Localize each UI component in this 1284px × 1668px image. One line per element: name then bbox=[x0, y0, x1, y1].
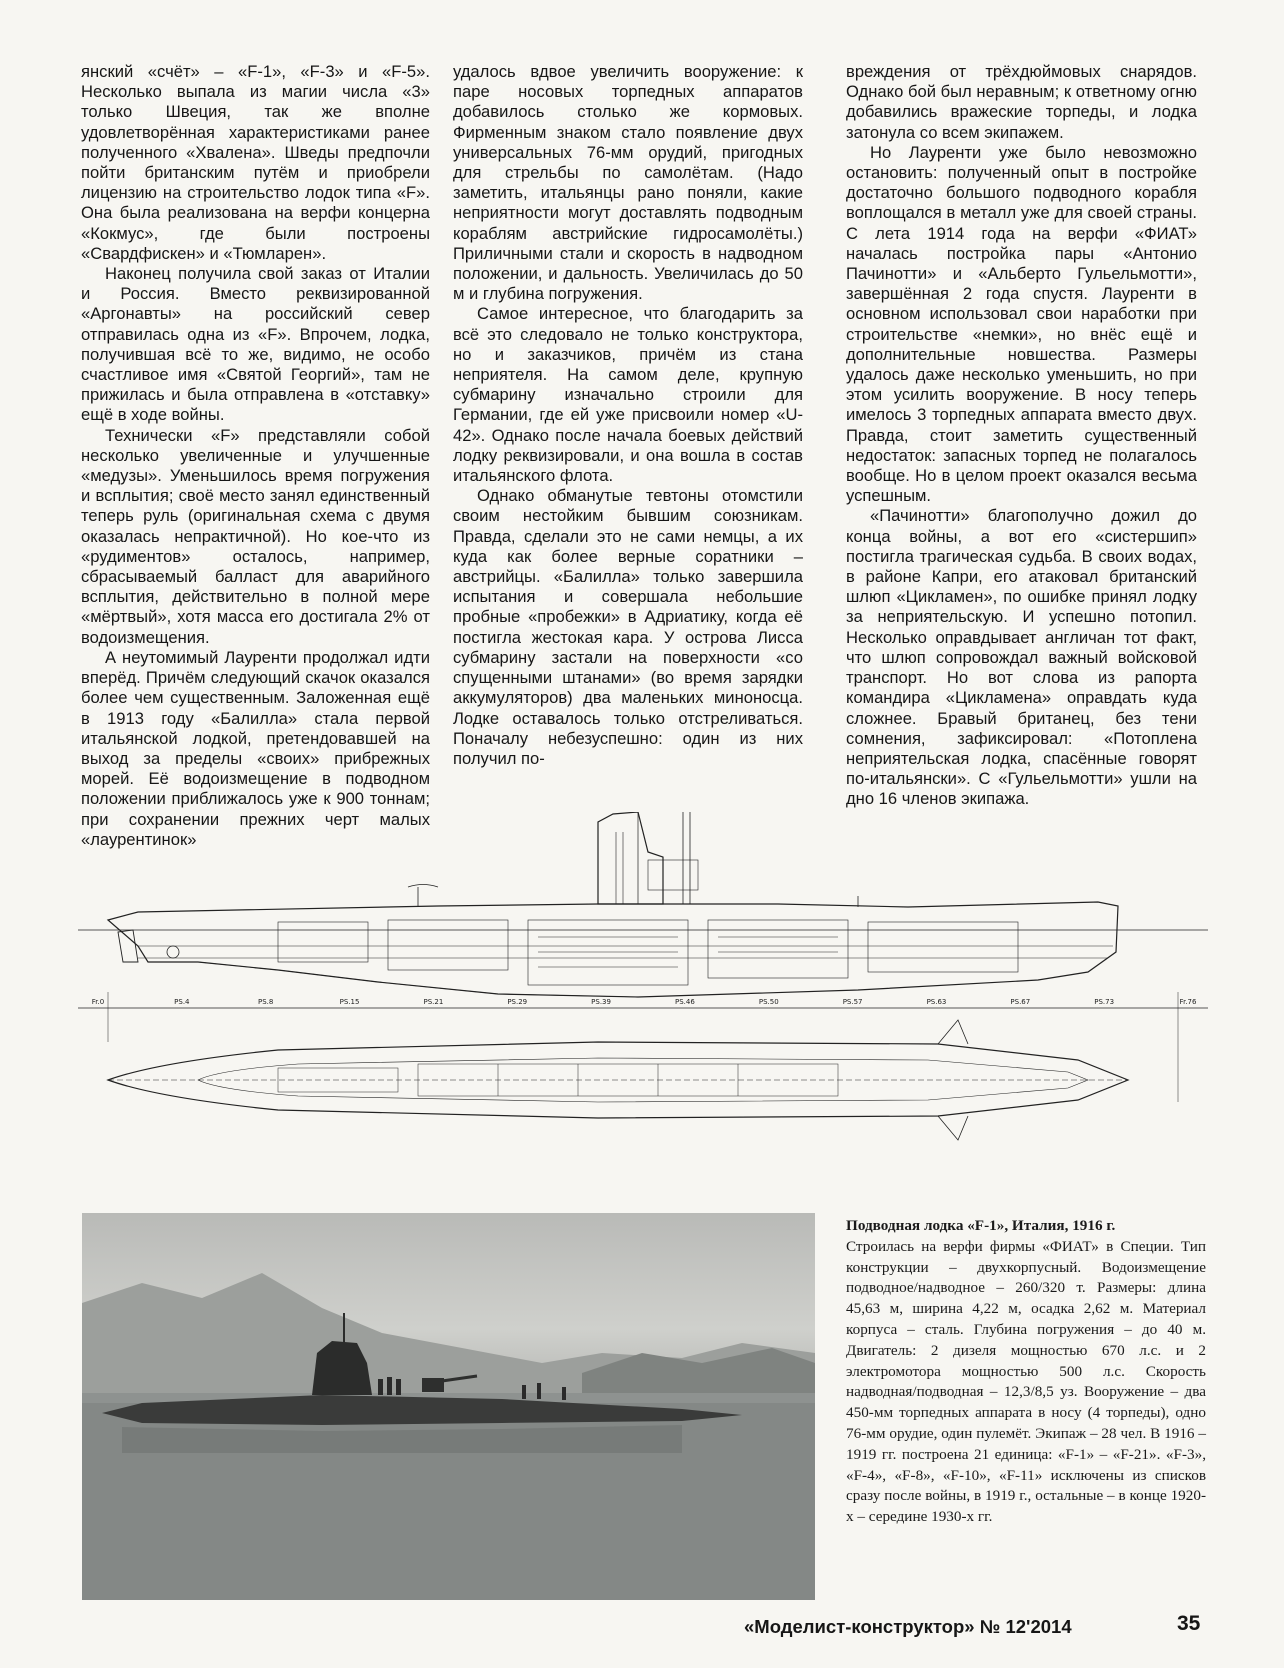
submarine-technical-drawing bbox=[78, 812, 1208, 1192]
caption-title: Подводная лодка «F-1», Италия, 1916 г. bbox=[846, 1217, 1116, 1234]
paragraph: вреждения от трёхдюймовых снарядов. Однако бой был неравным; к ответному огню добавились вражеские торпеды, и лодка затонула со всем экипажем. bbox=[846, 62, 1197, 142]
frame-label: PS.67 bbox=[1010, 998, 1031, 1006]
frame-label: PS.8 bbox=[258, 998, 274, 1006]
figure-caption bbox=[846, 1216, 1206, 1528]
paragraph: Технически «F» представляли собой несколько увеличенные и улучшенные «медузы». Уменьшилось время погружения и всплытия; своё место занял единственный теперь руль (оригинальная схема с двумя оказалась непрактичной). Но кое-что из «рудиментов» осталось, например, сбрасываемый балласт для аварийного всплытия, действительно в полной мере «мёртвый», хотя масса его достигала 2% от водоизмещения. bbox=[81, 425, 430, 647]
frame-label: PS.15 bbox=[339, 998, 360, 1006]
paragraph: «Пачинотти» благополучно дожил до конца войны, а вот его «систершип» постигла трагическая судьба. В своих водах, в районе Капри, его атаковал британский шлюп «Цикламен», по ошибке принял лодку за неприятельскую. И успешно потопил. Несколько оправдывает англичан тот факт, что шлюп сопровождал важный войсковой транспорт. Но вот слова из рапорта командира «Цикламена» оправдать куда сложнее. Бравый британец, без тени сомнения, зафиксировал: «Потоплена неприятельская лодка, спасённые говорят по-итальянски». С «Гульельмотти» ушли на дно 16 членов экипажа. bbox=[846, 506, 1197, 809]
paragraph: Однако обманутые тевтоны отомстили своим нестойким бывшим союзникам. Правда, сделали это не сами немцы, а их куда как более верные соратники – австрийцы. «Балилла» только завершила испытания и совершала небольшие пробные «пробежки» в Адриатику, когда её постигла жестокая кара. У острова Лисса субмарину застали на поверхности «со спущенными штанами» (во время зарядки аккумуляторов) два маленьких миноносца. Лодке оставалось только отстреливаться. Поначалу небезуспешно: один из них получил по- bbox=[453, 486, 803, 768]
side-view-hull bbox=[108, 902, 1118, 997]
paragraph: Наконец получила свой заказ от Италии и Россия. Вместо реквизированной «Аргонавты» на российский север отправилась одна из «F». Впрочем, лодка, получившая всё то же, видимо, не особо счастливое имя «Святой Георгий», там не прижилась и была отправлена в «отставку» ещё в ходе войны. bbox=[81, 264, 430, 425]
frame-label: PS.57 bbox=[842, 998, 863, 1006]
paragraph: А неутомимый Лауренти продолжал идти вперёд. Причём следующий скачок оказался более чем существенным. Заложенная ещё в 1913 году «Балилла» стала первой итальянской лодкой, претендовавшей на выход за пределы «своих» прибрежных морей. Её водоизмещение в подводном положении приближалось уже к 900 тоннам; при сохранении прежних черт малых «лаурентинок» bbox=[81, 647, 430, 849]
frame-label: PS.63 bbox=[926, 998, 947, 1006]
paragraph: янский «счёт» – «F-1», «F-3» и «F-5». Несколько выпала из магии числа «3» только Швеция, так же вполне удовлетворённая характеристиками ранее полученного «Хвалена». Шведы предпочли пойти британским путём и приобрели лицензию на строительство лодок типа «F». Она была реализована на верфи концерна «Кокмус», где были построены «Свардфискен» и «Тюмларен». bbox=[81, 62, 430, 263]
page-number: 35 bbox=[1177, 1612, 1201, 1635]
frame-label: PS.46 bbox=[675, 998, 695, 1006]
paragraph: Но Лауренти уже было невозможно остановить: полученный опыт в постройке достаточно большого подводного корабля воплощался в металл уже для своей страны. С лета 1914 года на верфи «ФИАТ» началась постройка пары «Антонио Пачинотти» и «Альберто Гульельмотти», завершённая 2 года спустя. Лауренти в основном использовал свои наработки при строительстве «немки», но внёс ещё и дополнительные новшества. Размеры удалось даже несколько уменьшить, но при этом усилить вооружение. В носу теперь имелось 3 торпедных аппарата вместо двух. Правда, стоит заметить существенный недостаток: запасных торпед не полагалось вообще. Но в целом проект оказался весьма успешным. bbox=[846, 142, 1197, 506]
journal-footer: «Моделист-конструктор» № 12'2014 bbox=[744, 1616, 1072, 1637]
text-column-2 bbox=[453, 62, 803, 769]
frame-label: PS.39 bbox=[591, 998, 611, 1006]
frame-label: PS.21 bbox=[423, 998, 444, 1006]
frame-label: PS.73 bbox=[1094, 998, 1115, 1006]
text-column-3 bbox=[846, 62, 1197, 810]
submarine-photo bbox=[82, 1213, 815, 1600]
frame-label: PS.4 bbox=[174, 998, 190, 1006]
caption-text: Строилась на верфи фирмы «ФИАТ» в Специи. Тип конструкции – двухкорпусный. Водоизмещение подводное/надводное – 260/320 т. Размеры: длина 45,63 м, ширина 4,22 м, осадка 2,62 м. Материал корпуса – сталь. Глубина погружения – до 40 м. Двигатель: 2 дизеля мощностью 670 л.с. и 2 электромотора мощностью 500 л.с. Скорость надводная/подводная – 12,3/8,5 уз. Вооружение – два 450-мм торпедных аппарата в носу (4 торпеды), одно 76-мм орудие, один пулемёт. Экипаж – 28 чел. В 1916 – 1919 гг. построена 21 единица: «F-1» – «F-21». «F-3», «F-4», «F-8», «F-10», «F-11» исключены из списков сразу после войны, в 1919 г., остальные – в конце 1920-х – середине 1930-х гг. bbox=[846, 1237, 1206, 1526]
text-column-1 bbox=[81, 62, 430, 850]
frame-label: Fr.76 bbox=[1179, 998, 1197, 1006]
frame-label: PS.50 bbox=[758, 998, 779, 1006]
frame-label: Fr.0 bbox=[91, 998, 105, 1006]
paragraph: удалось вдвое увеличить вооружение: к паре носовых торпедных аппаратов добавилось столько же кормовых. Фирменным знаком стало появление двух универсальных 76-мм орудий, пригодных для стрельбы по самолётам. (Надо заметить, итальянцы рано поняли, какие неприятности могут доставлять подводным кораблям австрийские гидросамолёты.) Приличными стали и скорость в надводном положении, и дальность. Увеличилась до 50 м и глубина погружения. bbox=[453, 62, 803, 304]
frame-label: PS.29 bbox=[507, 998, 528, 1006]
paragraph: Самое интересное, что благодарить за всё это следовало не только конструктора, но и заказчиков, причём из стана неприятеля. На самом деле, крупную субмарину изначально строили для Германии, где ей уже присвоили номер «U-42». Однако после начала боевых действий лодку реквизировали, и она вошла в состав итальянского флота. bbox=[453, 304, 803, 486]
